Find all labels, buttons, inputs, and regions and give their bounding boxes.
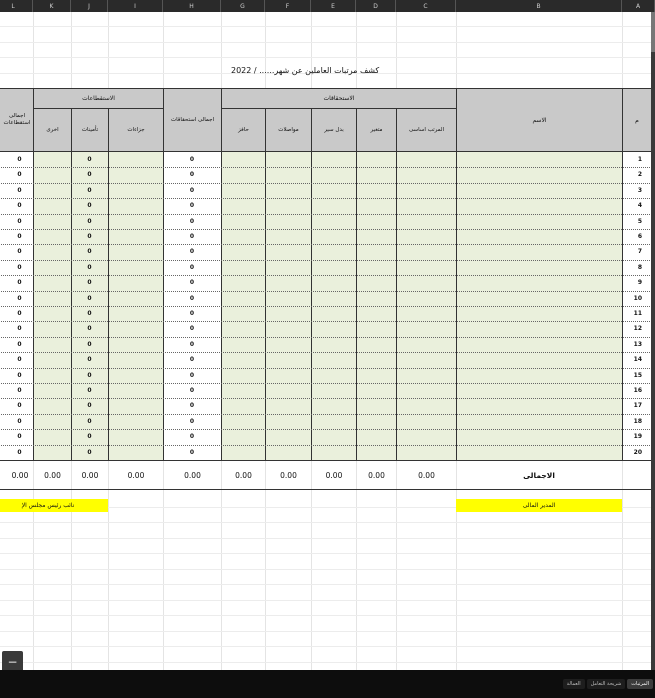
row-number-cell[interactable]: 11: [633, 310, 642, 317]
total-entitlements-cell[interactable]: 0: [189, 248, 195, 256]
insurance-cell[interactable]: 0: [87, 294, 92, 302]
header-insurance: تأمينات: [71, 108, 109, 152]
total-penalties[interactable]: 0.00: [127, 470, 145, 480]
column-header-9[interactable]: I: [108, 0, 163, 12]
insurance-cell[interactable]: 0: [87, 387, 92, 394]
row-number-cell[interactable]: 7: [637, 248, 642, 256]
total-deductions[interactable]: 0.00: [11, 470, 29, 480]
total-entitlements-cell[interactable]: 0: [189, 371, 195, 379]
insurance-cell[interactable]: 0: [87, 371, 92, 379]
row-number-cell[interactable]: 4: [637, 202, 642, 210]
header-transport: بدل سير: [311, 108, 357, 152]
total-commuting[interactable]: 0.00: [280, 470, 297, 480]
total-deductions-cell[interactable]: 0: [17, 233, 22, 240]
total-deductions-cell[interactable]: 0: [17, 356, 22, 364]
insurance-cell[interactable]: 0: [87, 417, 92, 425]
total-deductions-cell[interactable]: 0: [17, 248, 22, 256]
insurance-cell[interactable]: 0: [87, 248, 92, 256]
vice-chairman-signature[interactable]: نائب رئيس مجلس الإ: [0, 499, 108, 512]
sheet-tab-2[interactable]: شريحة التعامل: [587, 679, 626, 689]
totals-label: الاجمالى: [523, 470, 555, 480]
column-header-3[interactable]: C: [396, 0, 456, 12]
header-total-deductions: اجمالى استقطاعات: [0, 88, 34, 152]
insurance-cell[interactable]: 0: [87, 402, 92, 410]
total-deductions-cell[interactable]: 0: [17, 263, 22, 271]
header-incentive: حافز: [221, 108, 266, 152]
total-entitlements-cell[interactable]: 0: [189, 263, 195, 271]
row-number-cell[interactable]: 5: [637, 217, 642, 225]
sheet-tab-1[interactable]: المرتبات: [627, 679, 653, 689]
column-header-8[interactable]: H: [163, 0, 221, 12]
column-header-6[interactable]: F: [265, 0, 311, 12]
sheet-tab-3[interactable]: العمالة: [563, 679, 585, 689]
row-number-cell[interactable]: 9: [637, 279, 642, 287]
finance-manager-signature[interactable]: المدير المالى: [456, 499, 622, 512]
total-deductions-cell[interactable]: 0: [17, 433, 22, 441]
grid-row-line: [0, 615, 655, 616]
total-entitlements-cell[interactable]: 0: [189, 387, 195, 394]
grid-row-line: [0, 646, 655, 647]
total-deductions-cell[interactable]: 0: [17, 310, 22, 317]
total-entitlements-cell[interactable]: 0: [189, 402, 195, 410]
grid-row-line: [0, 553, 655, 554]
total-other[interactable]: 0.00: [44, 470, 61, 480]
zoom-out-button[interactable]: −: [2, 651, 23, 670]
total-entitlements-cell[interactable]: 0: [189, 310, 195, 317]
insurance-cell[interactable]: 0: [87, 310, 92, 317]
grid-row-line: [0, 600, 655, 601]
row-number-cell[interactable]: 15: [633, 371, 642, 379]
total-deductions-cell[interactable]: 0: [17, 417, 22, 425]
row-number-cell[interactable]: 6: [637, 233, 642, 240]
grid-row-line: [0, 569, 655, 570]
total-entitlements-cell[interactable]: 0: [189, 448, 195, 456]
header-other: اخرى: [33, 108, 72, 152]
total-deductions-cell[interactable]: 0: [17, 340, 22, 348]
total-entitlements[interactable]: 0.00: [184, 470, 201, 480]
column-header-1[interactable]: A: [622, 0, 655, 12]
total-entitlements-cell[interactable]: 0: [189, 356, 195, 364]
insurance-cell[interactable]: 0: [87, 156, 92, 163]
total-entitlements-cell[interactable]: 0: [189, 325, 195, 333]
total-entitlements-cell[interactable]: 0: [189, 340, 195, 348]
total-entitlements-cell[interactable]: 0: [189, 279, 195, 287]
row-number-cell[interactable]: 10: [633, 294, 642, 302]
total-variable[interactable]: 0.00: [368, 470, 385, 480]
grid-row-line: [0, 631, 655, 632]
column-header-7[interactable]: G: [221, 0, 265, 12]
total-entitlements-cell[interactable]: 0: [189, 217, 195, 225]
total-entitlements-cell[interactable]: 0: [189, 294, 195, 302]
sheet-tabs: [563, 679, 653, 689]
row-number-cell[interactable]: 8: [637, 263, 642, 271]
header-entitlements-group: الاستحقاقات: [221, 88, 457, 109]
row-number-cell[interactable]: 1: [637, 156, 642, 163]
insurance-cell[interactable]: 0: [87, 340, 92, 348]
insurance-cell[interactable]: 0: [87, 325, 92, 333]
total-deductions-cell[interactable]: 0: [17, 171, 22, 179]
insurance-cell[interactable]: 0: [87, 171, 92, 179]
total-deductions-cell[interactable]: 0: [17, 202, 22, 210]
header-penalties: جزاءات: [108, 108, 164, 152]
insurance-cell[interactable]: 0: [87, 263, 92, 271]
total-entitlements-cell[interactable]: 0: [189, 186, 195, 194]
row-number-cell[interactable]: 14: [633, 356, 642, 364]
row-number-cell[interactable]: 2: [637, 171, 642, 179]
header-index: م: [622, 88, 652, 152]
header-basic-salary: المرتب اساسى: [396, 108, 457, 152]
insurance-cell[interactable]: 0: [87, 186, 92, 194]
header-commuting: مواصلات: [265, 108, 312, 152]
total-entitlements-cell[interactable]: 0: [189, 171, 195, 179]
total-deductions-cell[interactable]: 0: [17, 387, 22, 394]
total-deductions-cell[interactable]: 0: [17, 402, 22, 410]
insurance-cell[interactable]: 0: [87, 202, 92, 210]
total-entitlements-cell[interactable]: 0: [189, 202, 195, 210]
row-number-cell[interactable]: 16: [633, 387, 642, 394]
header-total-entitlements: اجمالى استحقاقات: [163, 88, 222, 152]
column-header-11[interactable]: K: [33, 0, 71, 12]
total-entitlements-cell[interactable]: 0: [189, 417, 195, 425]
row-number-cell[interactable]: 17: [633, 402, 642, 410]
column-header-5[interactable]: E: [311, 0, 356, 12]
total-insurance[interactable]: 0.00: [81, 470, 99, 480]
grid-row-line: [0, 26, 655, 27]
total-deductions-cell[interactable]: 0: [17, 279, 22, 287]
insurance-cell[interactable]: 0: [87, 279, 92, 287]
grid-row-line: [0, 57, 655, 58]
row-number-cell[interactable]: 18: [633, 417, 642, 425]
total-deductions-cell[interactable]: 0: [17, 325, 22, 333]
header-name: الاسم: [456, 88, 623, 152]
grid-row-line: [0, 538, 655, 539]
total-entitlements-cell[interactable]: 0: [189, 156, 195, 163]
row-number-cell[interactable]: 13: [633, 340, 642, 348]
column-header-2[interactable]: B: [456, 0, 622, 12]
row-number-cell[interactable]: 3: [637, 186, 642, 194]
total-deductions-cell[interactable]: 0: [17, 186, 22, 194]
sheet-title: كشف مرتبات العاملين عن شهر...... / 2022: [231, 66, 380, 75]
header-deductions-group: الاستقطاعات: [33, 88, 164, 109]
grid-row-line: [0, 584, 655, 585]
column-header-10[interactable]: J: [71, 0, 108, 12]
total-transport[interactable]: 0.00: [325, 470, 343, 480]
row-number-cell[interactable]: 20: [633, 448, 642, 456]
insurance-cell[interactable]: 0: [87, 448, 92, 456]
total-deductions-cell[interactable]: 0: [17, 294, 22, 302]
column-header-12[interactable]: L: [0, 0, 33, 12]
total-deductions-cell[interactable]: 0: [17, 217, 22, 225]
row-number-cell[interactable]: 19: [633, 433, 642, 441]
total-deductions-cell[interactable]: 0: [17, 371, 22, 379]
total-entitlements-cell[interactable]: 0: [189, 433, 195, 441]
row-number-cell[interactable]: 12: [633, 325, 642, 333]
scrollbar-thumb[interactable]: [651, 12, 655, 52]
grid-row-line: [0, 42, 655, 43]
total-basic-salary[interactable]: 0.00: [418, 470, 435, 480]
insurance-cell[interactable]: 0: [87, 217, 92, 225]
insurance-cell[interactable]: 0: [87, 433, 92, 441]
insurance-cell[interactable]: 0: [87, 356, 92, 364]
sheet-tab-bar: [0, 670, 655, 698]
total-incentive[interactable]: 0.00: [235, 470, 252, 480]
grid-row-line: [0, 522, 655, 523]
column-header-4[interactable]: D: [356, 0, 396, 12]
total-entitlements-cell[interactable]: 0: [189, 233, 195, 240]
vertical-scrollbar[interactable]: [651, 12, 655, 670]
total-deductions-cell[interactable]: 0: [17, 156, 22, 163]
grid-row-line: [0, 662, 655, 663]
total-deductions-cell[interactable]: 0: [17, 448, 22, 456]
insurance-cell[interactable]: 0: [87, 233, 92, 240]
header-variable: متغير: [356, 108, 397, 152]
